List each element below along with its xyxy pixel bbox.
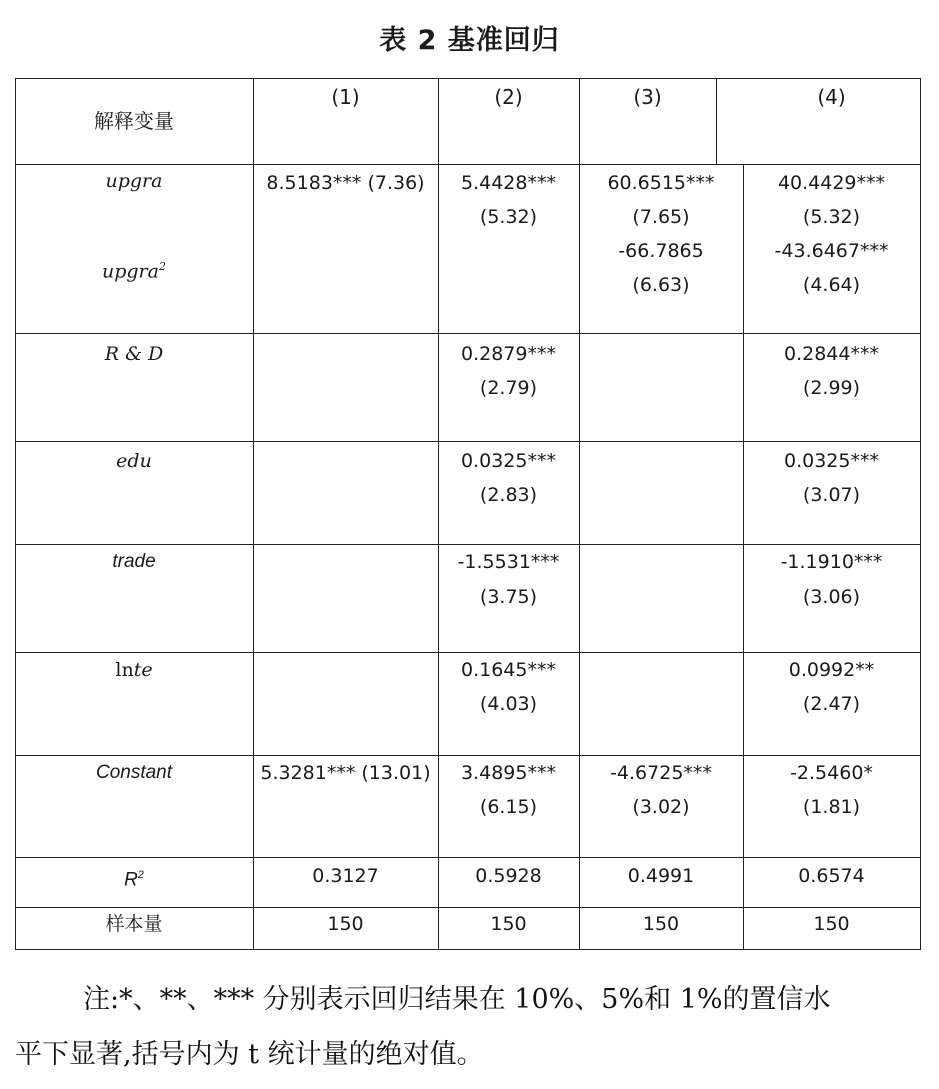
- note-line-2: 平下显著,括号内为 t 统计量的绝对值。: [15, 1039, 484, 1070]
- cell-n-col3: 150: [642, 913, 680, 935]
- row-label-sample-size: 样本量: [105, 913, 163, 935]
- cell-upgra2-col4-t: (4.64): [802, 274, 861, 296]
- table-border-left: [15, 78, 16, 950]
- cell-rd-col4-coef: 0.2844***: [784, 343, 879, 365]
- cell-edu-col4-t: (3.07): [802, 484, 861, 506]
- row-label-upgra-squared: upgra$^2$: [102, 260, 166, 283]
- cell-lnte-col4-coef: 0.0992**: [788, 659, 875, 681]
- row-divider: [15, 333, 921, 334]
- header-col-3: (3): [633, 85, 662, 109]
- cell-upgra-col1: 8.5183*** (7.36): [266, 172, 425, 194]
- cell-rd-col4-t: (2.99): [802, 377, 861, 399]
- cell-r2-col2: 0.5928: [475, 865, 542, 887]
- cell-lnte-col4-t: (2.47): [802, 693, 861, 715]
- cell-upgra2-col3-coef: -66.7865: [618, 240, 704, 262]
- cell-trade-col4-t: (3.06): [802, 586, 861, 608]
- cell-upgra-col4-coef: 40.4429***: [777, 172, 886, 194]
- cell-upgra-col2-t: (5.32): [479, 206, 538, 228]
- table-note: [15, 972, 925, 1082]
- row-label-trade: trade: [112, 551, 156, 572]
- cell-constant-col1: 5.3281*** (13.01): [260, 762, 431, 784]
- cell-rd-col2-t: (2.79): [479, 377, 538, 399]
- cell-trade-col4-coef: -1.1910***: [780, 551, 883, 573]
- header-col-2: (2): [494, 85, 523, 109]
- cell-n-col1: 150: [327, 913, 364, 935]
- cell-lnte-col2-coef: 0.1645***: [461, 659, 556, 681]
- cell-upgra-col2-coef: 5.4428***: [461, 172, 556, 194]
- cell-constant-col3-coef: -4.6725***: [610, 762, 712, 784]
- cell-n-col4: 150: [813, 913, 850, 935]
- cell-constant-col3-t: (3.02): [632, 796, 690, 818]
- cell-edu-col2-t: (2.83): [479, 484, 538, 506]
- cell-constant-col4-t: (1.81): [802, 796, 861, 818]
- cell-constant-col2-coef: 3.4895***: [461, 762, 556, 784]
- cell-r2-col3: 0.4991: [627, 865, 695, 887]
- table-title: 表 2 基准回归: [379, 25, 560, 56]
- cell-edu-col2-coef: 0.0325***: [461, 450, 556, 472]
- cell-upgra-col3-t: (7.65): [632, 206, 690, 228]
- table-border-bottom: [15, 949, 921, 950]
- cell-constant-col2-t: (6.15): [479, 796, 538, 818]
- cell-trade-col2-t: (3.75): [479, 586, 538, 608]
- cell-trade-col2-coef: -1.5531***: [457, 551, 560, 573]
- note-line-1: 注:*、**、*** 分别表示回归结果在 10%、5%和 1%的置信水: [83, 984, 831, 1015]
- cell-upgra2-col4-coef: -43.6467***: [774, 240, 889, 262]
- col-divider-header: [716, 78, 717, 164]
- header-col-1: (1): [331, 85, 360, 109]
- cell-upgra-col4-t: (5.32): [802, 206, 861, 228]
- cell-lnte-col2-t: (4.03): [479, 693, 538, 715]
- row-label-constant: Constant: [95, 762, 173, 783]
- header-variable: 解释变量: [94, 109, 174, 133]
- row-label-upgra: upgra: [105, 170, 163, 192]
- cell-upgra2-col3-t: (6.63): [632, 274, 690, 296]
- cell-constant-col4-coef: -2.5460*: [790, 762, 873, 784]
- regression-table: [15, 78, 921, 950]
- cell-rd-col2-coef: 0.2879***: [461, 343, 556, 365]
- table-border-top: [15, 78, 921, 79]
- header-col-4: (4): [817, 85, 846, 109]
- row-divider: [15, 441, 921, 442]
- cell-r2-col4: 0.6574: [798, 865, 865, 887]
- row-label-r-squared: $R^2$: [124, 869, 144, 891]
- table-border-right: [920, 78, 921, 950]
- row-label-edu: edu: [116, 450, 152, 472]
- col-divider: [253, 78, 254, 950]
- cell-edu-col4-coef: 0.0325***: [784, 450, 879, 472]
- cell-r2-col1: 0.3127: [312, 865, 379, 887]
- cell-n-col2: 150: [490, 913, 527, 935]
- row-label-rd: R & D: [104, 343, 164, 365]
- cell-upgra-col3-coef: 60.6515***: [607, 172, 715, 194]
- row-label-lnte: lnte: [115, 659, 153, 681]
